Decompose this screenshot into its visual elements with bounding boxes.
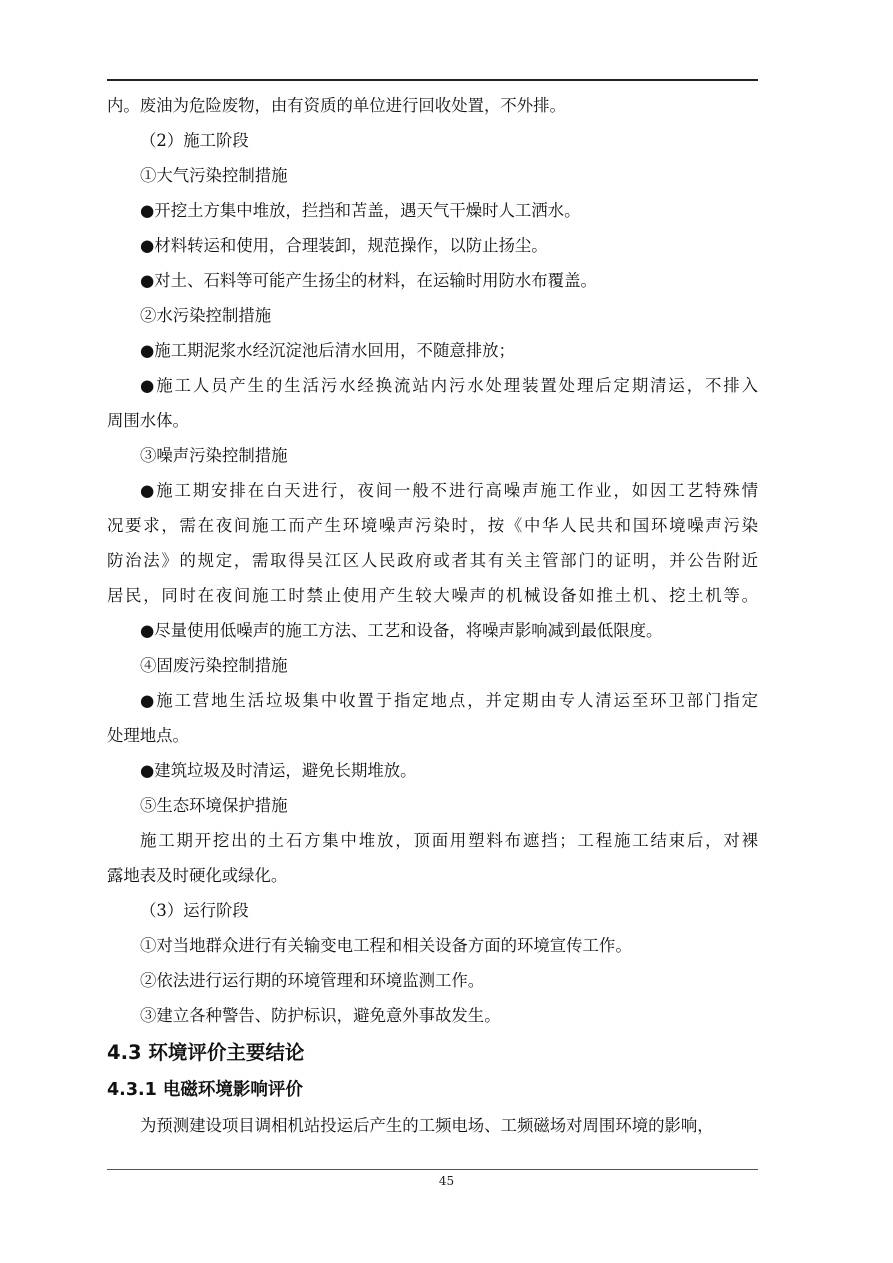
text-line: ●施工人员产生的生活污水经换流站内污水处理装置处理后定期清运，不排入 — [140, 376, 758, 395]
text-line: ●施工营地生活垃圾集中收置于指定地点，并定期由专人清运至环卫部门指定 — [140, 691, 758, 710]
text-line: 防治法》的规定，需取得吴江区人民政府或者其有关主管部门的证明，并公告附近 — [107, 551, 758, 570]
text-line: 内。废油为危险废物，由有资质的单位进行回收处置，不外排。 — [107, 96, 566, 115]
text-line: 为预测建设项目调相机站投运后产生的工频电场、工频磁场对周围环境的影响， — [140, 1116, 714, 1135]
text-line: 露地表及时硬化或绿化。 — [107, 866, 288, 885]
text-line: ④固废污染控制措施 — [140, 656, 288, 675]
text-line: ●尽量使用低噪声的施工方法、工艺和设备，将噪声影响减到最低限度。 — [140, 621, 663, 640]
text-line: ①大气污染控制措施 — [140, 166, 288, 185]
text-line: 施工期开挖出的土石方集中堆放，顶面用塑料布遮挡；工程施工结束后，对裸 — [140, 831, 758, 850]
section-heading: 4.3 环境评价主要结论 — [107, 1041, 305, 1064]
text-line: ①对当地群众进行有关输变电工程和相关设备方面的环境宣传工作。 — [140, 936, 632, 955]
page-content — [107, 88, 758, 1143]
text-line: （2）施工阶段 — [140, 131, 249, 150]
text-line: ●开挖土方集中堆放，拦挡和苫盖，遇天气干燥时人工洒水。 — [140, 201, 581, 220]
text-line: ●施工期安排在白天进行，夜间一般不进行高噪声施工作业，如因工艺特殊情 — [140, 481, 758, 500]
text-line: （3）运行阶段 — [140, 901, 249, 920]
text-line: ●对土、石料等可能产生扬尘的材料，在运输时用防水布覆盖。 — [140, 271, 597, 290]
text-line: 居民，同时在夜间施工时禁止使用产生较大噪声的机械设备如推土机、挖土机等。 — [107, 586, 758, 605]
text-line: ③建立各种警告、防护标识，避免意外事故发生。 — [140, 1006, 501, 1025]
text-line: ②水污染控制措施 — [140, 306, 272, 325]
text-line: ●建筑垃圾及时清运，避免长期堆放。 — [140, 761, 417, 780]
subsection-heading: 4.3.1 电磁环境影响评价 — [107, 1080, 303, 1100]
text-line: ●施工期泥浆水经沉淀池后清水回用，不随意排放； — [140, 341, 515, 360]
text-line: 处理地点。 — [107, 726, 189, 745]
footer-rule — [107, 1169, 758, 1170]
page-number: 45 — [438, 1174, 455, 1188]
text-line: 况要求，需在夜间施工而产生环境噪声污染时，按《中华人民共和国环境噪声污染 — [107, 516, 758, 535]
text-line: ③噪声污染控制措施 — [140, 446, 288, 465]
text-line: 周围水体。 — [107, 411, 189, 430]
text-line: ⑤生态环境保护措施 — [140, 796, 288, 815]
text-line: ②依法进行运行期的环境管理和环境监测工作。 — [140, 971, 485, 990]
header-rule — [107, 79, 758, 81]
text-line: ●材料转运和使用，合理装卸，规范操作，以防止扬尘。 — [140, 236, 548, 255]
